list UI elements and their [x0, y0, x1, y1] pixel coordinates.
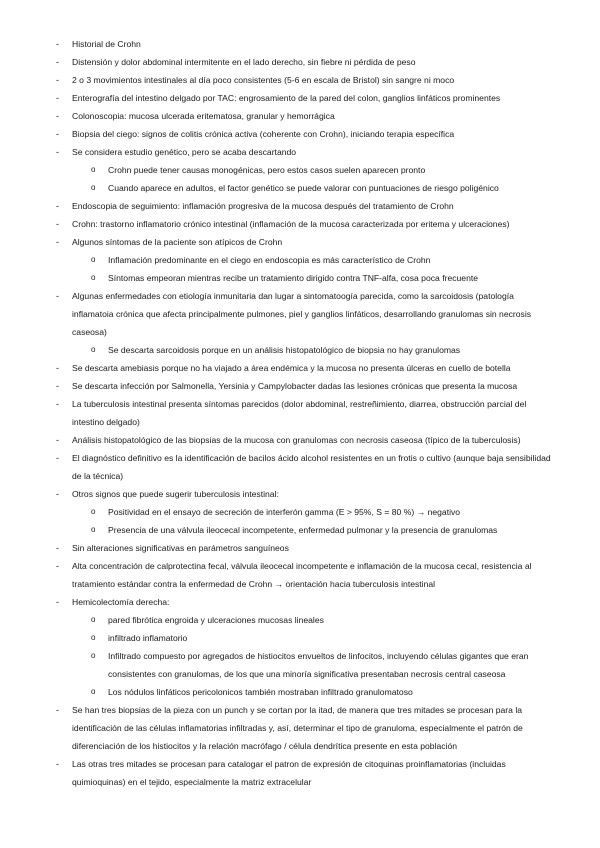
item-text: Algunas enfermedades con etiología inmunitaria dan lugar a sintomatoogía parecida, como la sarcoidosis (patología inflamatoia crónica que afecta principalmente pulmones, piel y ganglios linfáticos, desarrollando granulomas sin necrosis caseosa) — [72, 291, 532, 337]
item-text: Presencia de una válvula ileocecal incompetente, enfermedad pulmonar y la presencia de granulomas — [108, 525, 498, 535]
circle-bullet-icon: o — [91, 687, 96, 696]
sub-list-item — [0, 251, 600, 269]
list-item — [0, 449, 600, 485]
dash-bullet-icon: - — [56, 399, 59, 409]
dash-bullet-icon: - — [56, 93, 59, 103]
circle-bullet-icon: o — [91, 507, 96, 516]
item-text: Positividad en el ensayo de secreción de interferón gamma (E > 95%, S = 80 %) → negativo — [108, 507, 461, 517]
list-item — [0, 107, 600, 125]
dash-bullet-icon: - — [56, 129, 59, 139]
circle-bullet-icon: o — [91, 615, 96, 624]
sub-list-item — [0, 161, 600, 179]
list-item — [0, 197, 600, 215]
list-item — [0, 143, 600, 161]
list-item — [0, 53, 600, 71]
sub-list-item — [0, 629, 600, 647]
sub-list-item — [0, 269, 600, 287]
list-item — [0, 359, 600, 377]
list-item — [0, 233, 600, 251]
item-text: Los nódulos linfáticos pericolonicos también mostraban infiltrado granulomatoso — [108, 687, 413, 697]
list-item — [0, 755, 600, 791]
item-text: Se descarta amebiasis porque no ha viajado a área endémica y la mucosa no presenta úlceras en cuello de botella — [72, 363, 511, 373]
dash-bullet-icon: - — [56, 57, 59, 67]
dash-bullet-icon: - — [56, 201, 59, 211]
item-text: Crohn: trastorno inflamatorio crónico intestinal (inflamación de la mucosa caracterizada por eritema y ulceraciones) — [72, 219, 510, 229]
list-item — [0, 539, 600, 557]
item-text: Distensión y dolor abdominal intermitente en el lado derecho, sin fiebre ni pérdida de peso — [72, 57, 416, 67]
dash-bullet-icon: - — [56, 111, 59, 121]
item-text: Otros signos que puede sugerir tuberculosis intestinal: — [72, 489, 279, 499]
item-text: infiltrado inflamatorio — [108, 633, 188, 643]
circle-bullet-icon: o — [91, 255, 96, 264]
sub-list-item — [0, 521, 600, 539]
list-item — [0, 701, 600, 755]
list-item — [0, 557, 600, 593]
item-text: Se descarta infección por Salmonella, Yersinia y Campylobacter dadas las lesiones crónicas que presenta la mucosa — [72, 381, 518, 391]
sub-list-item — [0, 647, 600, 683]
item-text: Se han tres biopsias de la pieza con un punch y se cortan por la itad, de manera que tres mitades se procesan para la identificación de las células inflamatorias infiltradas y, así, determinar el tipo de granuloma, especialmente el patrón de diferenciación de los histiocitos y la relación macrófago / célula dendrítica presente en esta población — [72, 705, 523, 751]
list-item — [0, 89, 600, 107]
dash-bullet-icon: - — [56, 291, 59, 301]
item-text: Infiltrado compuesto por agregados de histiocitos envueltos de linfocitos, incluyendo células gigantes que eran consistentes con granulomas, de los que una minoría significativa presentaban necrosis central caseosa — [108, 651, 529, 679]
sub-list-item — [0, 179, 600, 197]
item-text: El diagnóstico definitivo es la identificación de bacilos ácido alcohol resistentes en un frotis o cultivo (aunque baja sensibilidad de la técnica) — [72, 453, 551, 481]
dash-bullet-icon: - — [56, 147, 59, 157]
item-text: pared fibrótica engroida y ulceraciones mucosas lineales — [108, 615, 324, 625]
item-text: Historial de Crohn — [72, 39, 141, 49]
circle-bullet-icon: o — [91, 345, 96, 354]
item-text: Crohn puede tener causas monogénicas, pero estos casos suelen aparecen pronto — [108, 165, 426, 175]
list-item — [0, 125, 600, 143]
list-item — [0, 395, 600, 431]
item-text: Algunos síntomas de la paciente son atípicos de Crohn — [72, 237, 283, 247]
item-text: Inflamación predominante en el ciego en endoscopia es más característico de Crohn — [108, 255, 431, 265]
item-text: Las otras tres mitades se procesan para catalogar el patron de expresión de citoquinas proinflamatorias (incluidas quimioquinas) en el tejido, especialmente la matriz extracelular — [72, 759, 506, 787]
list-item — [0, 485, 600, 503]
list-item — [0, 287, 600, 341]
sub-list-item — [0, 611, 600, 629]
dash-bullet-icon: - — [56, 489, 59, 499]
dash-bullet-icon: - — [56, 597, 59, 607]
circle-bullet-icon: o — [91, 633, 96, 642]
circle-bullet-icon: o — [91, 273, 96, 282]
dash-bullet-icon: - — [56, 543, 59, 553]
item-text: Colonoscopia: mucosa ulcerada eritematosa, granular y hemorrágica — [72, 111, 335, 121]
list-item — [0, 71, 600, 89]
dash-bullet-icon: - — [56, 705, 59, 715]
item-text: La tuberculosis intestinal presenta síntomas parecidos (dolor abdominal, restreñimiento, diarrea, obstrucción parcial del intestino delgado) — [72, 399, 527, 427]
list-item — [0, 431, 600, 449]
list-item — [0, 593, 600, 611]
item-text: Enterografía del intestino delgado por TAC: engrosamiento de la pared del colon, ganglios linfáticos prominentes — [72, 93, 501, 103]
item-text: Biopsia del ciego: signos de colitis crónica activa (coherente con Crohn), iniciando terapia específica — [72, 129, 455, 139]
item-text: Análisis histopatológico de las biopsias de la mucosa con granulomas con necrosis caseosa (típico de la tuberculosis) — [72, 435, 521, 445]
sub-list-item — [0, 503, 600, 521]
circle-bullet-icon: o — [91, 651, 96, 660]
dash-bullet-icon: - — [56, 219, 59, 229]
item-text: Endoscopia de seguimiento: inflamación progresiva de la mucosa después del tratamiento de Crohn — [72, 201, 454, 211]
dash-bullet-icon: - — [56, 561, 59, 571]
list-item — [0, 377, 600, 395]
dash-bullet-icon: - — [56, 75, 59, 85]
item-text: Alta concentración de calprotectina fecal, válvula ileocecal incompetente e inflamación de la mucosa cecal, resistencia al tratamiento estándar contra la enfermedad de Crohn → orientación hacia tuberculosis intestinal — [72, 561, 532, 589]
sub-list-item — [0, 683, 600, 701]
dash-bullet-icon: - — [56, 381, 59, 391]
item-text: Se considera estudio genético, pero se acaba descartando — [72, 147, 297, 157]
circle-bullet-icon: o — [91, 165, 96, 174]
item-text: Cuando aparece en adultos, el factor genético se puede valorar con puntuaciones de riesgo poligénico — [108, 183, 499, 193]
sub-list-item — [0, 341, 600, 359]
dash-bullet-icon: - — [56, 759, 59, 769]
item-text: Síntomas empeoran mientras recibe un tratamiento dirigido contra TNF-alfa, cosa poca frecuente — [108, 273, 479, 283]
circle-bullet-icon: o — [91, 525, 96, 534]
item-text: 2 o 3 movimientos intestinales al día poco consistentes (5-6 en escala de Bristol) sin sangre ni moco — [72, 75, 455, 85]
circle-bullet-icon: o — [91, 183, 96, 192]
item-text: Hemicolectomía derecha: — [72, 597, 170, 607]
item-text: Se descarta sarcoidosis porque en un análisis histopatológico de biopsia no hay granulomas — [108, 345, 461, 355]
dash-bullet-icon: - — [56, 237, 59, 247]
dash-bullet-icon: - — [56, 435, 59, 445]
dash-bullet-icon: - — [56, 453, 59, 463]
list-item — [0, 35, 600, 53]
dash-bullet-icon: - — [56, 363, 59, 373]
list-item — [0, 215, 600, 233]
item-text: Sin alteraciones significativas en parámetros sanguíneos — [72, 543, 289, 553]
dash-bullet-icon: - — [56, 39, 59, 49]
